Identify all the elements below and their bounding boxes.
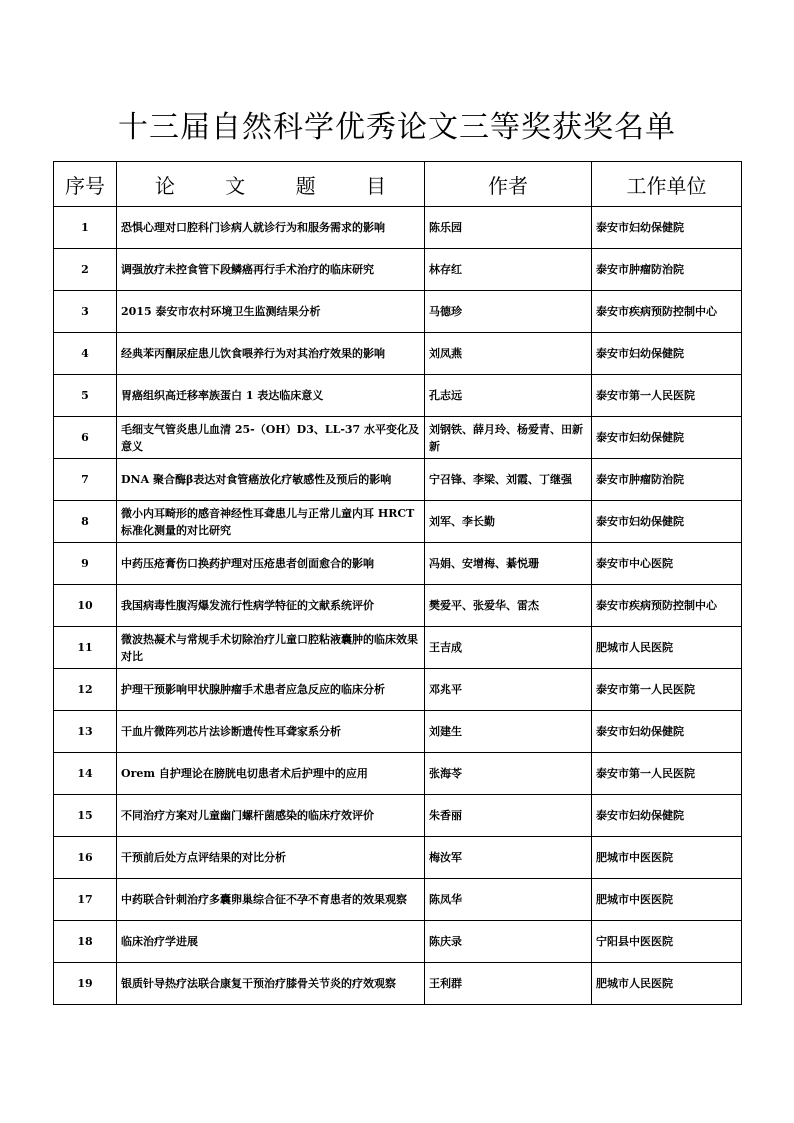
- row-number: 18: [54, 921, 117, 963]
- row-number: 4: [54, 333, 117, 375]
- paper-title: 中药联合针刺治疗多囊卵巢综合征不孕不育患者的效果观察: [117, 879, 425, 921]
- header-unit: 工作单位: [592, 162, 742, 207]
- table-row: [54, 837, 742, 879]
- author-names: 邓兆平: [425, 669, 592, 711]
- header-title-label: 论 文 题 目: [154, 173, 409, 198]
- author-names: 孔志远: [425, 375, 592, 417]
- table-row: [54, 795, 742, 837]
- table-row: [54, 921, 742, 963]
- table-row: [54, 417, 742, 459]
- paper-title: 调强放疗未控食管下段鳞癌再行手术治疗的临床研究: [117, 249, 425, 291]
- paper-title: 毛细支气管炎患儿血清 25-（OH）D3、LL-37 水平变化及意义: [117, 417, 425, 459]
- header-no: 序号: [54, 162, 117, 207]
- row-number: 2: [54, 249, 117, 291]
- table-row: [54, 711, 742, 753]
- paper-title: 银质针导热疗法联合康复干预治疗膝骨关节炎的疗效观察: [117, 963, 425, 1005]
- paper-title: 中药压疮膏伤口换药护理对压疮患者创面愈合的影响: [117, 543, 425, 585]
- author-names: 王利群: [425, 963, 592, 1005]
- row-number: 3: [54, 291, 117, 333]
- table-row: [54, 291, 742, 333]
- work-unit: 泰安市妇幼保健院: [592, 333, 742, 375]
- work-unit: 泰安市第一人民医院: [592, 669, 742, 711]
- author-names: 刘军、李长勤: [425, 501, 592, 543]
- table-row: [54, 669, 742, 711]
- paper-title: 经典苯丙酮尿症患儿饮食喂养行为对其治疗效果的影响: [117, 333, 425, 375]
- author-names: 冯娟、安增梅、綦悦珊: [425, 543, 592, 585]
- paper-title: 临床治疗学进展: [117, 921, 425, 963]
- author-names: 樊爱平、张爱华、雷杰: [425, 585, 592, 627]
- paper-title: 护理干预影响甲状腺肿瘤手术患者应急反应的临床分析: [117, 669, 425, 711]
- work-unit: 泰安市疾病预防控制中心: [592, 585, 742, 627]
- table-row: [54, 627, 742, 669]
- row-number: 10: [54, 585, 117, 627]
- table-row: [54, 543, 742, 585]
- header-title: [117, 162, 425, 207]
- work-unit: 泰安市妇幼保健院: [592, 501, 742, 543]
- work-unit: 泰安市妇幼保健院: [592, 711, 742, 753]
- author-names: 刘建生: [425, 711, 592, 753]
- row-number: 6: [54, 417, 117, 459]
- table-row: [54, 963, 742, 1005]
- author-names: 刘钢铁、薛月玲、杨爱青、田新新: [425, 417, 592, 459]
- work-unit: 肥城市中医医院: [592, 837, 742, 879]
- author-names: 张海苓: [425, 753, 592, 795]
- author-names: 陈乐园: [425, 207, 592, 249]
- work-unit: 泰安市疾病预防控制中心: [592, 291, 742, 333]
- table-header-row: [54, 162, 742, 207]
- paper-title: 微波热凝术与常规手术切除治疗儿童口腔粘液囊肿的临床效果对比: [117, 627, 425, 669]
- row-number: 5: [54, 375, 117, 417]
- paper-title: 不同治疗方案对儿童幽门螺杆菌感染的临床疗效评价: [117, 795, 425, 837]
- author-names: 梅汝军: [425, 837, 592, 879]
- table-row: [54, 753, 742, 795]
- row-number: 12: [54, 669, 117, 711]
- award-table: [53, 161, 742, 1005]
- header-author: 作者: [425, 162, 592, 207]
- paper-title: 干血片微阵列芯片法诊断遗传性耳聋家系分析: [117, 711, 425, 753]
- row-number: 8: [54, 501, 117, 543]
- table-row: [54, 585, 742, 627]
- author-names: 马德珍: [425, 291, 592, 333]
- author-names: 陈庆录: [425, 921, 592, 963]
- work-unit: 肥城市人民医院: [592, 627, 742, 669]
- author-names: 陈凤华: [425, 879, 592, 921]
- work-unit: 泰安市第一人民医院: [592, 375, 742, 417]
- author-names: 宁召锋、李梁、刘霞、丁继强: [425, 459, 592, 501]
- paper-title: 我国病毒性腹泻爆发流行性病学特征的文献系统评价: [117, 585, 425, 627]
- author-names: 刘凤燕: [425, 333, 592, 375]
- work-unit: 泰安市妇幼保健院: [592, 795, 742, 837]
- work-unit: 泰安市中心医院: [592, 543, 742, 585]
- paper-title: 干预前后处方点评结果的对比分析: [117, 837, 425, 879]
- row-number: 19: [54, 963, 117, 1005]
- row-number: 15: [54, 795, 117, 837]
- work-unit: 泰安市妇幼保健院: [592, 207, 742, 249]
- work-unit: 泰安市肿瘤防治院: [592, 249, 742, 291]
- table-row: [54, 333, 742, 375]
- paper-title: 微小内耳畸形的感音神经性耳聋患儿与正常儿童内耳 HRCT 标准化测量的对比研究: [117, 501, 425, 543]
- table-row: [54, 459, 742, 501]
- author-names: 朱香丽: [425, 795, 592, 837]
- page-title: 十三届自然科学优秀论文三等奖获奖名单: [118, 110, 676, 145]
- row-number: 17: [54, 879, 117, 921]
- row-number: 16: [54, 837, 117, 879]
- table-row: [54, 375, 742, 417]
- table-row: [54, 501, 742, 543]
- work-unit: 肥城市人民医院: [592, 963, 742, 1005]
- paper-title: 恐惧心理对口腔科门诊病人就诊行为和服务需求的影响: [117, 207, 425, 249]
- row-number: 13: [54, 711, 117, 753]
- table-row: [54, 249, 742, 291]
- work-unit: 肥城市中医医院: [592, 879, 742, 921]
- paper-title: 2015 泰安市农村环境卫生监测结果分析: [117, 291, 425, 333]
- paper-title: 胃癌组织高迁移率族蛋白 1 表达临床意义: [117, 375, 425, 417]
- work-unit: 泰安市第一人民医院: [592, 753, 742, 795]
- author-names: 王吉成: [425, 627, 592, 669]
- paper-title: Orem 自护理论在膀胱电切患者术后护理中的应用: [117, 753, 425, 795]
- row-number: 14: [54, 753, 117, 795]
- row-number: 7: [54, 459, 117, 501]
- row-number: 11: [54, 627, 117, 669]
- row-number: 9: [54, 543, 117, 585]
- table-row: [54, 879, 742, 921]
- work-unit: 泰安市妇幼保健院: [592, 417, 742, 459]
- paper-title: DNA 聚合酶β表达对食管癌放化疗敏感性及预后的影响: [117, 459, 425, 501]
- author-names: 林存红: [425, 249, 592, 291]
- work-unit: 宁阳县中医医院: [592, 921, 742, 963]
- table-row: [54, 207, 742, 249]
- work-unit: 泰安市肿瘤防治院: [592, 459, 742, 501]
- row-number: 1: [54, 207, 117, 249]
